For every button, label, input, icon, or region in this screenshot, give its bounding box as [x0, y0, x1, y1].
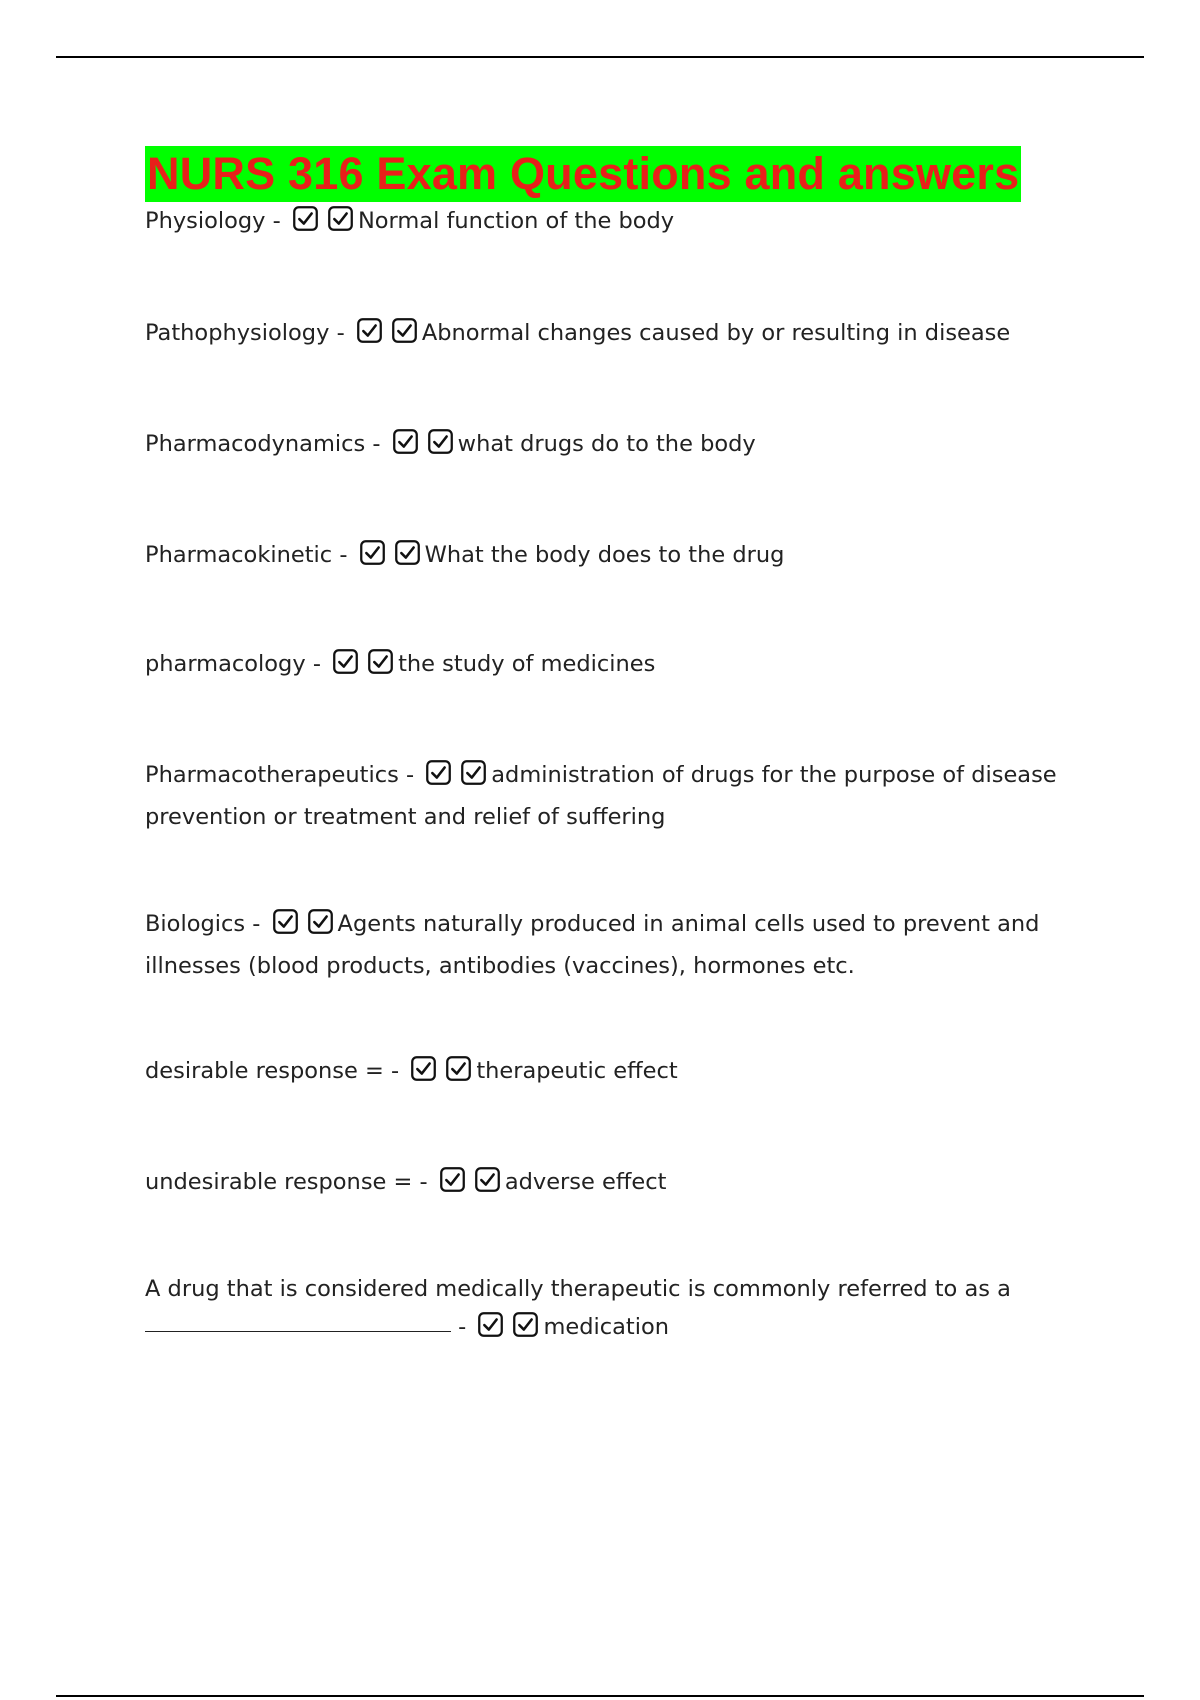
checked-box-icon	[425, 759, 452, 786]
qa-answer: therapeutic effect	[476, 1058, 678, 1084]
check-pair	[332, 648, 396, 687]
qa-separator: -	[419, 1169, 428, 1195]
qa-item	[145, 1052, 1085, 1094]
qa-term: Pharmacotherapeutics	[145, 762, 399, 788]
qa-term: pharmacology	[145, 651, 306, 677]
checked-box-icon	[460, 759, 487, 786]
qa-item	[145, 905, 1085, 985]
page-title: NURS 316 Exam Questions and answers	[147, 148, 1020, 199]
checked-box-icon	[474, 1166, 501, 1193]
checked-box-icon	[272, 908, 299, 935]
checked-box-icon	[439, 1166, 466, 1193]
checked-box-icon	[307, 908, 334, 935]
check-pair	[292, 205, 356, 244]
qa-item	[145, 1270, 1085, 1350]
checked-box-icon	[410, 1055, 437, 1082]
qa-term: desirable response =	[145, 1058, 384, 1084]
qa-term: Physiology	[145, 208, 266, 234]
bottom-rule	[56, 1695, 1144, 1697]
qa-item	[145, 756, 1085, 836]
answer-blank-line	[145, 1309, 451, 1332]
qa-item	[145, 1163, 1085, 1205]
qa-item	[145, 645, 1085, 687]
qa-answer: adverse effect	[504, 1169, 667, 1195]
checked-box-icon	[445, 1055, 472, 1082]
check-pair	[272, 908, 336, 947]
qa-term: Pharmacokinetic	[145, 542, 333, 568]
checked-box-icon	[512, 1311, 539, 1338]
qa-separator: -	[405, 762, 415, 788]
qa-term: A drug that is considered medically therapeutic is commonly referred to as a	[145, 1276, 1011, 1302]
qa-item	[145, 425, 1085, 467]
qa-separator: -	[252, 911, 261, 937]
checked-box-icon	[391, 317, 418, 344]
qa-item	[145, 536, 1085, 578]
qa-term: undesirable response =	[145, 1169, 413, 1195]
checked-box-icon	[394, 539, 421, 566]
check-pair	[477, 1311, 541, 1350]
checked-box-icon	[477, 1311, 504, 1338]
qa-separator: -	[272, 208, 281, 234]
qa-answer: Abnormal changes caused by or resulting in disease	[421, 320, 1011, 346]
qa-separator: -	[312, 651, 321, 677]
qa-answer: the study of medicines	[398, 651, 656, 677]
qa-term: Biologics	[145, 911, 246, 937]
qa-answer: administration of drugs for the purpose of disease prevention or treatment and relief of suffering	[145, 762, 1057, 830]
qa-answer: medication	[543, 1314, 669, 1340]
check-pair	[425, 759, 489, 798]
check-pair	[359, 539, 423, 578]
title-highlight	[145, 146, 1021, 202]
qa-answer: What the body does to the drug	[424, 542, 785, 568]
qa-item	[145, 202, 1085, 244]
qa-answer: what drugs do to the body	[457, 431, 756, 457]
check-pair	[439, 1166, 503, 1205]
checked-box-icon	[332, 648, 359, 675]
qa-answer: Agents naturally produced in animal cells used to prevent and illnesses (blood products, antibodies (vaccines), hormones etc.	[145, 911, 1040, 979]
qa-item	[145, 314, 1085, 356]
qa-term: Pathophysiology	[145, 320, 330, 346]
qa-separator: -	[372, 431, 381, 457]
check-pair	[392, 428, 456, 467]
qa-separator: -	[339, 542, 348, 568]
check-pair	[356, 317, 420, 356]
checked-box-icon	[427, 428, 454, 455]
qa-separator: -	[458, 1314, 467, 1340]
qa-term: Pharmacodynamics	[145, 431, 366, 457]
checked-box-icon	[356, 317, 383, 344]
checked-box-icon	[392, 428, 419, 455]
checked-box-icon	[359, 539, 386, 566]
qa-separator: -	[336, 320, 345, 346]
qa-answer: Normal function of the body	[357, 208, 675, 234]
qa-separator: -	[391, 1058, 400, 1084]
top-rule	[56, 56, 1144, 58]
checked-box-icon	[327, 205, 354, 232]
checked-box-icon	[367, 648, 394, 675]
checked-box-icon	[292, 205, 319, 232]
check-pair	[410, 1055, 474, 1094]
